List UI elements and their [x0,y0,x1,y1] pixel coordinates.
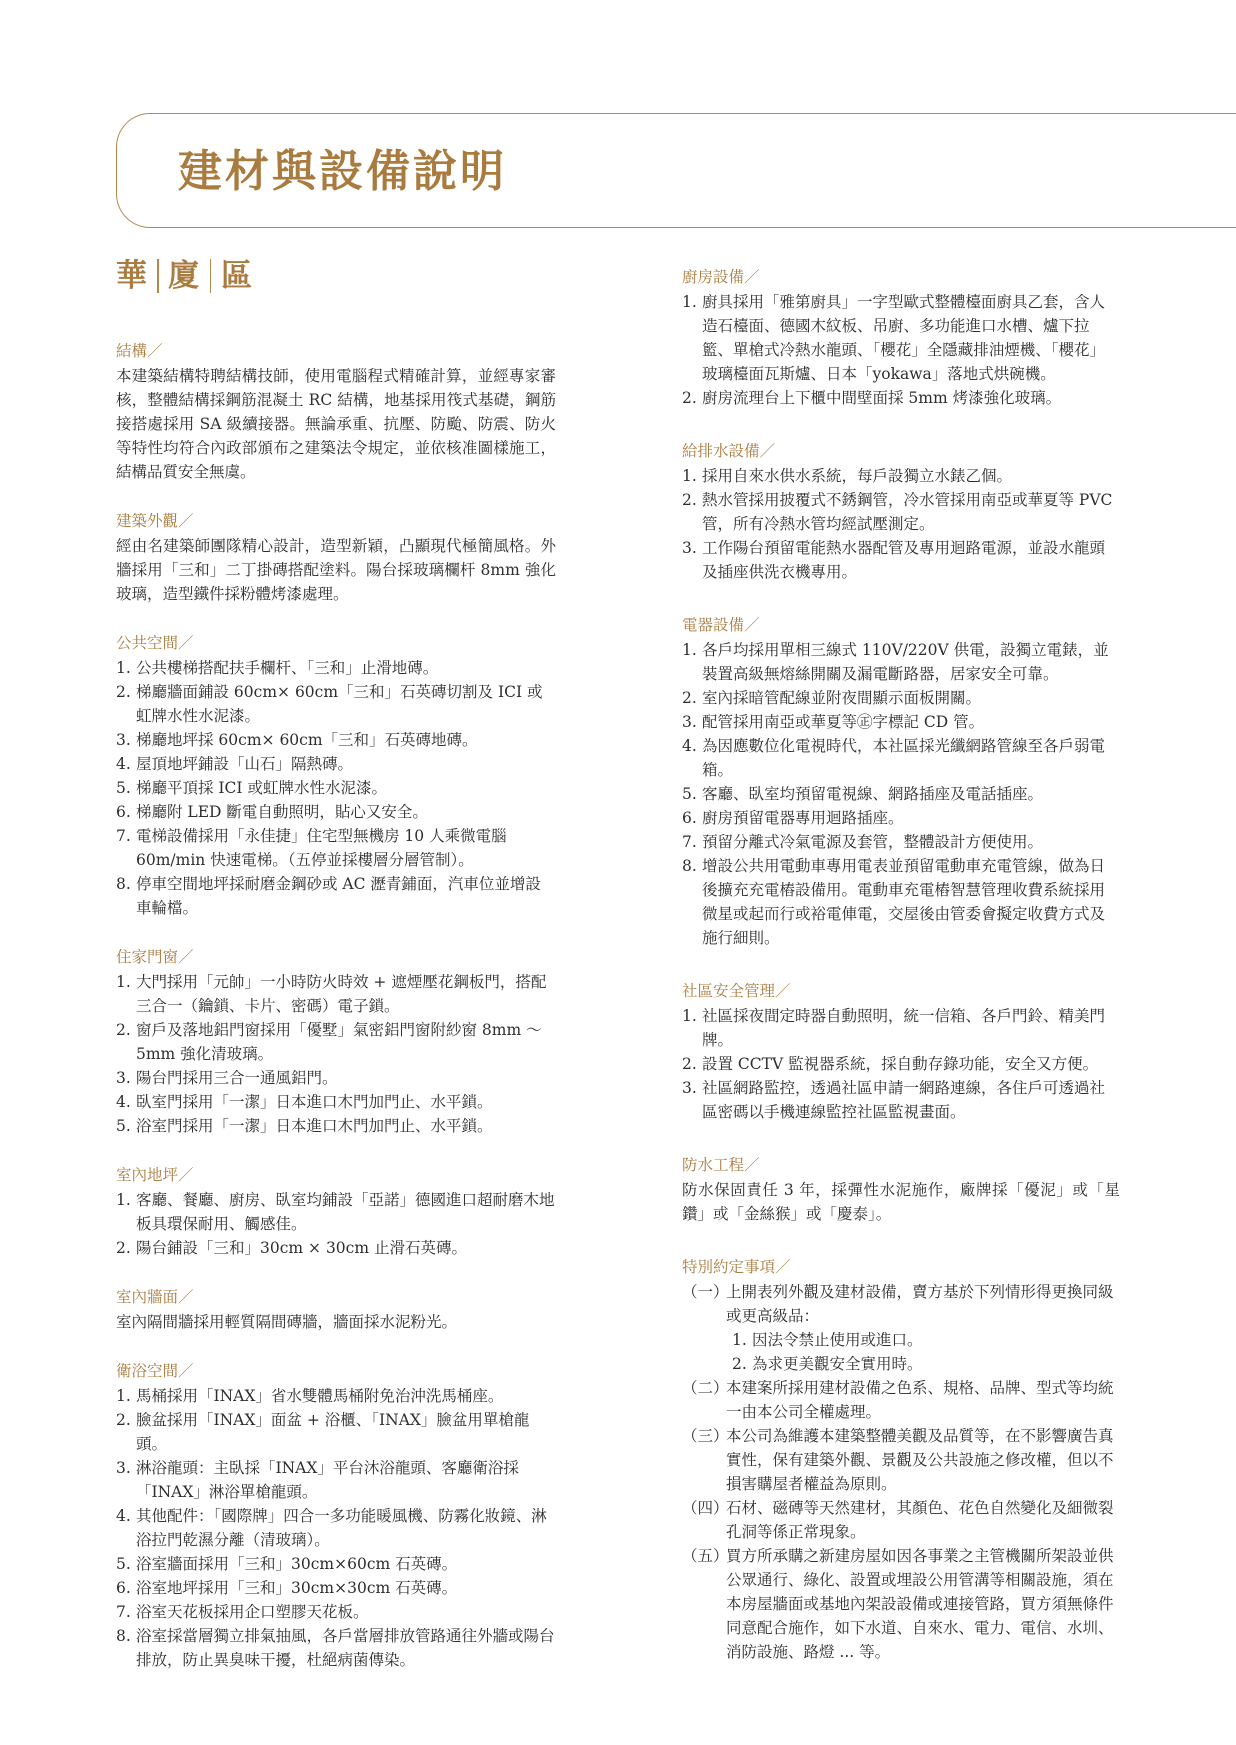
section-title: 電器設備／ [682,616,760,634]
item-number: 8. [682,857,697,875]
item-number: 3. [116,1069,131,1087]
list-item [682,1052,1120,1076]
page-title: 建材與設備說明 [178,146,507,197]
section-electric [682,614,1120,950]
list-item [116,1236,556,1260]
section-structure [116,340,556,484]
item-number: 2. [682,689,697,707]
section-public-space [116,632,556,920]
section-doors-windows [116,946,556,1138]
item-number: 2. [116,683,131,701]
list-item [682,1376,1120,1424]
divider [210,259,212,293]
item-text: 增設公共用電動車專用電表並預留電動車充電管線，做為日後擴充充電樁設備用。電動車充電樁智慧管理收費系統採用微星或起而行或裕電俥電，交屋後由管委會擬定收費方式及施行細則。 [702,857,1106,947]
right-column [682,266,1120,1694]
section-text: 經由名建築師團隊精心設計，造型新穎，凸顯現代極簡風格。外牆採用「三和」二丁掛磚搭配塗料。陽台採玻璃欄杆 8mm 強化玻璃，造型鐵件採粉體烤漆處理。 [116,537,556,603]
list-item [682,536,1120,584]
item-number: 5. [682,785,697,803]
section-title: 防水工程／ [682,1156,760,1174]
sub-item-list [726,1328,1120,1376]
section-title: 衛浴空間／ [116,1362,194,1380]
list-item [116,656,556,680]
item-text: 廚房預留電器專用迴路插座。 [702,809,904,827]
list-item [116,728,556,752]
list-item [682,488,1120,536]
list-item [682,386,1120,410]
item-text: 社區採夜間定時器自動照明，統一信箱、各戶門鈴、精美門牌。 [702,1007,1106,1049]
item-number: （五） [682,1547,729,1565]
list-item [682,734,1120,782]
item-number: 1. [116,1191,131,1209]
list-item [116,1188,556,1236]
section-title: 建築外觀／ [116,512,194,530]
item-number: （一） [682,1283,729,1301]
section-title: 室內地坪／ [116,1166,194,1184]
item-text: 上開表列外觀及建材設備，賣方基於下列情形得更換同級或更高級品： [726,1283,1114,1325]
sub-list-item [732,1352,1120,1376]
list-item [116,752,556,776]
item-number: 1. [116,659,131,677]
item-number: 3. [682,713,697,731]
list-item [116,970,556,1018]
item-text: 本建案所採用建材設備之色系、規格、品牌、型式等均統一由本公司全權處理。 [726,1379,1114,1421]
item-number: 2. [682,491,697,509]
item-text: 其他配件：「國際牌」四合一多功能暖風機、防霧化妝鏡、淋浴拉門乾濕分離（清玻璃）。 [136,1507,547,1549]
list-item [682,464,1120,488]
list-item [682,854,1120,950]
item-list [116,1188,556,1260]
item-text: 梯廳地坪採 60cm× 60cm「三和」石英磚地磚。 [136,731,478,749]
section-text: 防水保固責任 3 年，採彈性水泥施作，廠牌採「優泥」或「星鑽」或「金絲猴」或「慶泰」。 [682,1181,1120,1223]
item-text: 停車空間地坪採耐磨金鋼砂或 AC 瀝青鋪面，汽車位並增設車輪檔。 [136,875,541,917]
item-text: 浴室採當層獨立排氣抽風，各戶當層排放管路通往外牆或陽台排放，防止異臭味干擾，杜絕病菌傳染。 [136,1627,555,1669]
item-text: 本公司為維護本建築整體美觀及品質等，在不影響廣告真實性，保有建築外觀、景觀及公共設施之修改權，但以不損害購屋者權益為原則。 [726,1427,1114,1493]
item-number: 5. [116,1555,131,1573]
item-number: 1. [732,1331,747,1349]
left-column [116,340,556,1698]
item-text: 浴室天花板採用企口塑膠天花板。 [136,1603,369,1621]
item-list [682,290,1120,410]
section-title: 廚房設備／ [682,268,760,286]
item-number: 1. [682,1007,697,1025]
section-bathroom [116,1360,556,1672]
item-text: 電梯設備採用「永佳捷」住宅型無機房 10 人乘微電腦 60m/min 快速電梯。（五停並採樓層分層管制）。 [136,827,507,869]
section-title: 社區安全管理／ [682,982,791,1000]
item-text: 熱水管採用披覆式不銹鋼管，冷水管採用南亞或華夏等 PVC 管，所有冷熱水管均經試壓測定。 [702,491,1113,533]
item-number: 1. [116,1387,131,1405]
item-number: 7. [682,833,697,851]
list-item [682,1280,1120,1376]
list-item [116,1408,556,1456]
item-number: 5. [116,779,131,797]
item-text: 為求更美觀安全實用時。 [752,1355,923,1373]
item-text: 梯廳牆面鋪設 60cm× 60cm「三和」石英磚切割及 ICI 或虹牌水性水泥漆。 [136,683,543,725]
item-text: 社區網路監控，透過社區申請一網路連線，各住戶可透過社區密碼以手機連線監控社區監視畫面。 [702,1079,1106,1121]
item-number: 3. [116,1459,131,1477]
item-number: 7. [116,827,131,845]
item-text: 淋浴龍頭：主臥採「INAX」平台沐浴龍頭、客廳衛浴採「INAX」淋浴單槍龍頭。 [136,1459,519,1501]
sub-list-item [732,1328,1120,1352]
section-title: 住家門窗／ [116,948,194,966]
section-kitchen [682,266,1120,410]
item-text: 臥室門採用「一潔」日本進口木門加門止、水平鎖。 [136,1093,493,1111]
list-item [116,1552,556,1576]
item-number: 4. [682,737,697,755]
item-text: 各戶均採用單相三線式 110V/220V 供電，設獨立電錶，並裝置高級無熔絲開關及漏電斷路器，居家安全可靠。 [702,641,1109,683]
item-text: 馬桶採用「INAX」省水雙體馬桶附免治沖洗馬桶座。 [136,1387,504,1405]
section-text: 本建築結構特聘結構技師，使用電腦程式精確計算，並經專家審核，整體結構採鋼筋混凝土 RC 結構，地基採用筏式基礎，鋼筋接搭處採用 SA 級續接器。無論承重、抗壓、防颱、防震、防火等特性均符合內政部頒布之建築法令規定，並依核准圖樣施工，結構品質安全無虞。 [116,367,556,481]
item-text: 梯廳平頂採 ICI 或虹牌水性水泥漆。 [136,779,387,797]
item-number: 4. [116,755,131,773]
list-item [116,800,556,824]
region-part: 廈 [168,258,200,294]
item-text: 採用自來水供水系統，每戶設獨立水錶乙個。 [702,467,1013,485]
item-number: 6. [116,1579,131,1597]
item-list [116,656,556,920]
item-number: 1. [682,641,697,659]
list-item [116,1504,556,1552]
item-text: 客廳、餐廳、廚房、臥室均鋪設「亞諾」德國進口超耐磨木地板具環保耐用、觸感佳。 [136,1191,555,1233]
section-title: 室內牆面／ [116,1288,194,1306]
item-number: 8. [116,1627,131,1645]
item-text: 浴室門採用「一潔」日本進口木門加門止、水平鎖。 [136,1117,493,1135]
item-number: 2. [116,1021,131,1039]
item-number: 6. [682,809,697,827]
list-item [116,1600,556,1624]
item-number: 8. [116,875,131,893]
item-number: （二） [682,1379,729,1397]
item-list [116,970,556,1138]
item-text: 設置 CCTV 監視器系統，採自動存錄功能，安全又方便。 [702,1055,1099,1073]
item-text: 梯廳附 LED 斷電自動照明，貼心又安全。 [136,803,428,821]
item-text: 室內採暗管配線並附夜間顯示面板開關。 [702,689,982,707]
list-item [116,872,556,920]
list-item [116,1090,556,1114]
item-number: 1. [116,973,131,991]
list-item [682,1544,1120,1664]
item-text: 預留分離式冷氣電源及套管，整體設計方便使用。 [702,833,1044,851]
item-number: 3. [682,539,697,557]
region-title [116,256,252,296]
section-waterproof [682,1154,1120,1226]
item-number: 3. [116,731,131,749]
item-number: （四） [682,1499,729,1517]
list-item [116,1624,556,1672]
item-number: 4. [116,1093,131,1111]
item-text: 配管採用南亞或華夏等㊣字標記 CD 管。 [702,713,985,731]
item-text: 廚具採用「雅第廚具」一字型歐式整體檯面廚具乙套，含人造石檯面、德國木紋板、吊廚、多功能進口水槽、爐下拉籃、單槍式冷熱水龍頭、「櫻花」全隱藏排油煙機、「櫻花」玻璃檯面瓦斯爐、日本「yokawa」落地式烘碗機。 [702,293,1106,383]
section-special-terms [682,1256,1120,1664]
list-item [116,776,556,800]
list-item [682,638,1120,686]
list-item [682,710,1120,734]
item-number: 1. [682,467,697,485]
item-text: 石材、磁磚等天然建材，其顏色、花色自然變化及細微裂孔洞等係正常現象。 [726,1499,1114,1541]
item-number: 4. [116,1507,131,1525]
section-text: 室內隔間牆採用輕質隔間磚牆，牆面採水泥粉光。 [116,1313,458,1331]
list-item [682,686,1120,710]
list-item [116,824,556,872]
list-item [682,1004,1120,1052]
list-item [682,782,1120,806]
item-number: 2. [732,1355,747,1373]
item-list [682,638,1120,950]
item-number: 2. [682,1055,697,1073]
item-text: 工作陽台預留電能熱水器配管及專用迴路電源，並設水龍頭及插座供洗衣機專用。 [702,539,1106,581]
list-item [682,830,1120,854]
item-list [682,1004,1120,1124]
item-text: 為因應數位化電視時代，本社區採光纖網路管線至各戶弱電箱。 [702,737,1106,779]
list-item [682,1076,1120,1124]
item-number: 1. [682,293,697,311]
section-title: 給排水設備／ [682,442,776,460]
item-text: 浴室牆面採用「三和」30cm×60cm 石英磚。 [136,1555,458,1573]
item-number: 6. [116,803,131,821]
item-number: （三） [682,1427,729,1445]
list-item [682,290,1120,386]
item-number: 2. [116,1411,131,1429]
divider [157,259,159,293]
section-security [682,980,1120,1124]
region-part: 區 [221,258,252,294]
item-list [682,1280,1120,1664]
item-text: 陽台門採用三合一通風鋁門。 [136,1069,338,1087]
item-number: 2. [682,389,697,407]
list-item [116,680,556,728]
section-title: 結構／ [116,342,163,360]
item-text: 廚房流理台上下櫃中間壁面採 5mm 烤漆強化玻璃。 [702,389,1062,407]
item-text: 浴室地坪採用「三和」30cm×30cm 石英磚。 [136,1579,458,1597]
item-text: 屋頂地坪鋪設「山石」隔熱磚。 [136,755,354,773]
item-text: 陽台鋪設「三和」30cm × 30cm 止滑石英磚。 [136,1239,467,1257]
item-number: 2. [116,1239,131,1257]
section-title: 公共空間／ [116,634,194,652]
section-wall [116,1286,556,1334]
list-item [682,806,1120,830]
list-item [682,1424,1120,1496]
list-item [682,1496,1120,1544]
region-part: 華 [116,258,147,294]
item-text: 買方所承購之新建房屋如因各事業之主管機關所架設並供公眾通行、綠化、設置或埋設公用管溝等相關設施，須在本房屋牆面或基地內架設設備或連接管路，買方須無條件同意配合施作，如下水道、自來水、電力、電信、水圳、消防設施、路燈 ... 等。 [726,1547,1114,1661]
item-list [682,464,1120,584]
section-floor [116,1164,556,1260]
section-exterior [116,510,556,606]
item-text: 客廳、臥室均預留電視線、網路插座及電話插座。 [702,785,1044,803]
item-number: 7. [116,1603,131,1621]
list-item [116,1114,556,1138]
item-number: 5. [116,1117,131,1135]
item-text: 臉盆採用「INAX」面盆 + 浴櫃、「INAX」臉盆用單槍龍頭。 [136,1411,530,1453]
item-text: 大門採用「元帥」一小時防火時效 + 遮煙壓花鋼板門，搭配三合一（鑰鎖、卡片、密碼）電子鎖。 [136,973,547,1015]
section-water [682,440,1120,584]
item-text: 窗戶及落地鋁門窗採用「優墅」氣密鋁門窗附紗窗 8mm ～ 5mm 強化清玻璃。 [136,1021,542,1063]
list-item [116,1456,556,1504]
section-title: 特別約定事項／ [682,1258,791,1276]
list-item [116,1384,556,1408]
item-text: 因法令禁止使用或進口。 [752,1331,923,1349]
item-text: 公共樓梯搭配扶手欄杆、「三和」止滑地磚。 [136,659,439,677]
list-item [116,1576,556,1600]
list-item [116,1018,556,1066]
item-list [116,1384,556,1672]
list-item [116,1066,556,1090]
item-number: 3. [682,1079,697,1097]
